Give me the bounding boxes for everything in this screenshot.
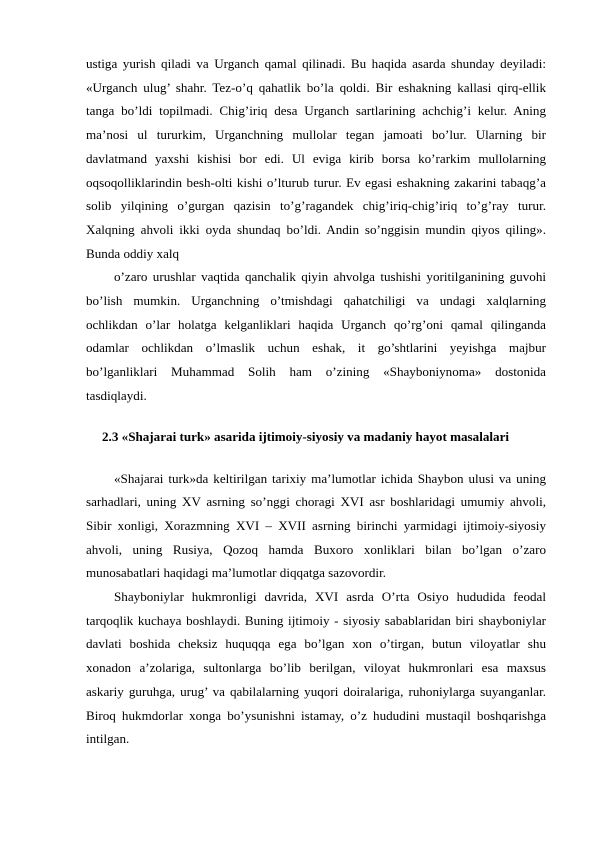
paragraph-shajarai-turk: «Shajarai turk»da keltirilgan tarixiy ma’lumotlar ichida Shaybon ulusi va uning sarhadlari, uning XV asrning so’nggi choragi XVI asr boshlaridagi umumiy ahvoli, Sibir xonligi, Xorazmning XVI – XVII asrning birinchi yarmidagi ijtimoiy-siyosiy ahvoli, uning Rusiya, Qozoq hamda Buxoro xonliklari bilan bo’lgan o’zaro munosabatlari haqidagi ma’lumotlar diqqatga sazovordir. (86, 470, 546, 581)
paragraph-urganch-siege: ustiga yurish qiladi va Urganch qamal qilinadi. Bu haqida asarda shunday deyiladi: «Urganch ulug’ shahr. Tez-o’q qahatlik bo’la qoldi. Bir eshakning kallasi qirq-ellik tanga bo’ldi topilmadi. Chig’iriq desa Urganch sartlarining achchig’i kelur. Aning ma’nosi ul tururkim, Urganchning mullolar tegan jamoati bo’lur. Ularning bir davlatmand yaxshi kishisi bor edi. Ul eviga kirib borsa ko’rarkim mullolarning oqsoqolliklarindin besh-olti kishi o’lturub turur. Ev egasi eshakning zakarini tabaqg’a solib yilqining o’gurgan qazisin to’g’ragandek chig’iriq-chig’iriq to’g’ray turur. Xalqning ahvoli ikki oyda shundaq bo’ldi. Andin so’nggisin mundin qiyos qiling». Bunda oddiy xalq (86, 56, 546, 261)
document-page (86, 52, 546, 751)
paragraph-shayboniylar: Shayboniylar hukmronligi davrida, XVI asrda O’rta Osiyo hududida feodal tarqoqlik kuchaya boshlaydi. Buning ijtimoiy - siyosiy sabablaridan biri shayboniylar davlati boshida cheksiz huquqqa ega bo’lgan xon o’tirgan, butun viloyatlar shu xonadon a’zolariga, sultonlarga bo’lib berilgan, viloyat hukmronlari esa maxsus askariy guruhga, urug’ va qabilalarning yuqori doiralariga, ruhoniylarga suyanganlar. Biroq hukmdorlar xonga bo’ysunishni istamay, o’z hududini mustaqil boshqarishga intilgan. (86, 589, 546, 747)
paragraph-hardship: o’zaro urushlar vaqtida qanchalik qiyin ahvolga tushishi yoritilganining guvohi bo’lish mumkin. Urganchning o’tmishdagi qahatchiligi va undagi xalqlarning ochlikdan o’lar holatga kelganliklari haqida Urganch qo’rg’oni qamal qilinganda odamlar ochlikdan o’lmaslik uchun eshak, it go’shtlarini yeyishga majbur bo’lganliklari Muhammad Solih ham o’zining «Shayboniynoma» dostonida tasdiqlaydi. (86, 269, 546, 403)
section-heading: 2.3 «Shajarai turk» asarida ijtimoiy-siyosiy va madaniy hayot masalalari (102, 428, 510, 444)
